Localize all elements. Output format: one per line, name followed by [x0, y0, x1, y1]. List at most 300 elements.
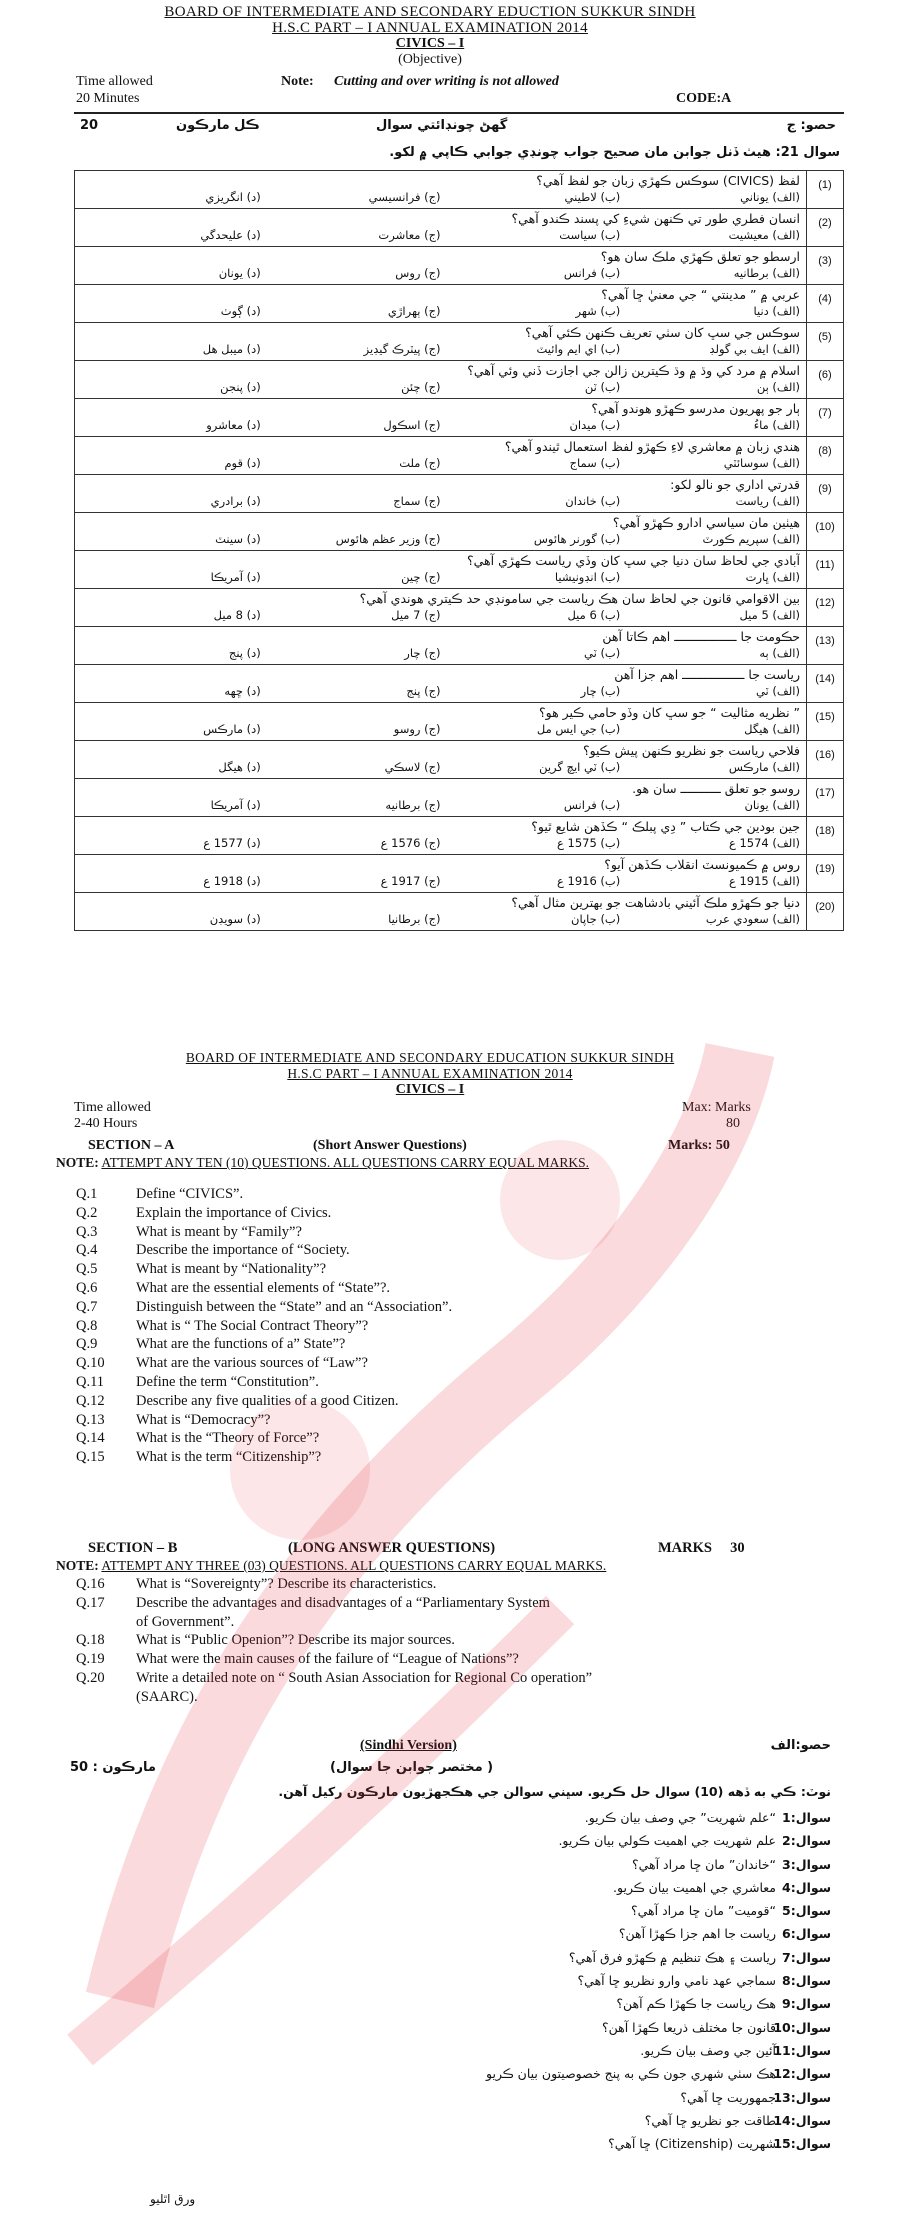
mcq-row [75, 171, 844, 209]
mcq-options [81, 228, 800, 243]
mcq-number: (3) [807, 247, 844, 285]
mcq-option-d: (د) سويڊن [209, 912, 261, 926]
sindhi-version-title: (Sindhi Version) [360, 1738, 457, 1753]
question-text: What were the main causes of the failure of “League of Nations”? [136, 1651, 519, 1668]
sindhi-question-row [211, 1810, 831, 1833]
mcq-option-c: (ج) پنج [406, 684, 441, 698]
mcq-row [75, 855, 844, 893]
sindhi-question-number: سوال:6 [782, 1926, 831, 1942]
mcq-option-b: (ب) خاندان [565, 494, 621, 508]
mcq-question-text: هندي زبان ۾ معاشري لاءِ ڪهڙو لفظ استعمال ٿيندو آهي؟ [504, 439, 800, 454]
question-row [76, 1412, 776, 1431]
question-text: of Government”. [136, 1613, 235, 1630]
mcq-option-c: (ج) ملت [399, 456, 441, 470]
mcq-row [75, 627, 844, 665]
mcq-option-c: (ج) وزير عظم هائوس [335, 532, 441, 546]
sindhi-question-text: شهريت (Citizenship) ڇا آهي؟ [608, 2136, 776, 2152]
mcq-question-text: دنيا جو ڪهڙو ملڪ آئيني بادشاهت جو بهترين مثال آهي؟ [511, 895, 800, 910]
mcq-question-text: جين بودين جي ڪتاب ” دِي پبلڪ “ ڪڏهن شايع ٿيو؟ [531, 819, 800, 834]
question-row [76, 1595, 816, 1614]
sindhi-subtitle: ( مختصر جوابن جا سوال) [330, 1760, 494, 1775]
question-number: Q.6 [76, 1279, 98, 1296]
sindhi-question-row [211, 1996, 831, 2019]
mcq-question-text: سوڪس جي سڀ کان سٺي تعريف ڪنهن ڪئي آهي؟ [525, 325, 800, 340]
mcq-options [81, 494, 800, 509]
section-b-marks: MARKS 30 [658, 1540, 745, 1556]
mcq-option-d: (د) ميبل هل [202, 342, 261, 356]
mcq-row [75, 513, 844, 551]
mcq-question-cell [75, 741, 807, 779]
objective-meta [76, 74, 796, 110]
mcq-question-cell [75, 475, 807, 513]
question-row [76, 1355, 776, 1374]
mcq-option-d: (د) هيگل [218, 760, 261, 774]
mcq-option-d: (د) 1577 ع [203, 836, 261, 850]
mcq-option-c: (ج) چار [404, 646, 441, 660]
mcq-option-a: (الف) ماءُ [753, 418, 800, 432]
sindhi-marks: مارڪون : 50 [70, 1760, 156, 1775]
sindhi-question-text: “علم شهريت” جي وصف بيان ڪريو. [584, 1810, 776, 1825]
mcq-number: (7) [807, 399, 844, 437]
question-text: Describe any five qualities of a good Citizen. [136, 1392, 399, 1409]
sindhi-question-row [211, 2020, 831, 2043]
sindhi-question-number: سوال:14 [773, 2112, 831, 2128]
question-number: Q.13 [76, 1411, 105, 1428]
sindhi-question-text: هڪ رياست جا ڪهڙا ڪم آهن؟ [616, 1996, 776, 2012]
mcq-option-d: (د) انگريزي [205, 190, 261, 204]
question-row [76, 1186, 776, 1205]
mcq-option-c: (ج) چين [401, 570, 441, 584]
mcq-number: (13) [807, 627, 844, 665]
question-row [76, 1670, 816, 1689]
mcq-question-text: انسان فطري طور تي ڪنهن شيءِ کي پسند ڪندو آهي؟ [511, 211, 800, 226]
mcq-option-d: (د) آمريڪا [210, 798, 261, 812]
mcq-question-cell [75, 817, 807, 855]
sindhi-question-row [211, 2090, 831, 2113]
mcq-number: (4) [807, 285, 844, 323]
mcq-option-c: (ج) برطانيه [385, 798, 441, 812]
mcq-option-b: (ب) 1916 ع [556, 874, 621, 888]
mcq-option-c: (ج) سماج [393, 494, 441, 508]
question-number: Q.3 [76, 1223, 98, 1240]
mcq-number: (17) [807, 779, 844, 817]
mcq-option-a: (الف) سوسائٽي [723, 456, 800, 470]
subject-title: CIVICS – I [395, 36, 465, 51]
mcq-options [81, 570, 800, 585]
question-number: Q.20 [76, 1669, 105, 1686]
mcq-number: (5) [807, 323, 844, 361]
question-text: What is the “Theory of Force”? [136, 1430, 320, 1447]
mcq-option-a: (الف) 1574 ع [728, 836, 800, 850]
mcq-question-text: روسو جو تعلق ـــــــــــ سان هو. [632, 781, 800, 796]
mcq-row [75, 361, 844, 399]
question-row [76, 1205, 776, 1224]
mcq-question-text: هيٺين مان سياسي ادارو ڪهڙو آهي؟ [612, 515, 800, 530]
mcq-number: (1) [807, 171, 844, 209]
mcq-option-a: (الف) برطانيه [733, 266, 800, 280]
question-text: Define “CIVICS”. [136, 1186, 244, 1202]
subject-title-2: CIVICS – I [395, 1082, 465, 1097]
question-text: Distinguish between the “State” and an “Association”. [136, 1298, 453, 1315]
question-text: What is “ The Social Contract Theory”? [136, 1317, 369, 1334]
question-text: What is “Democracy”? [136, 1411, 271, 1428]
mcq-option-b: (ب) سماج [569, 456, 621, 470]
section-title: گهڻ چونڊائتي سوال [376, 118, 508, 133]
mcq-options [81, 798, 800, 813]
mcq-option-a: (الف) ڀارت [745, 570, 800, 584]
mcq-row [75, 779, 844, 817]
question-number: Q.4 [76, 1242, 98, 1259]
sindhi-question-row [211, 2136, 831, 2159]
sindhi-note: نوٽ: ڪي به ڏهه (10) سوال حل ڪريو. سڀني سوالن جي هڪجهڙيون مارڪون رکيل آهن. [278, 1784, 831, 1799]
sindhi-question-number: سوال:8 [782, 1973, 831, 1989]
question-text: What is “Sovereignty”? Describe its characteristics. [136, 1576, 437, 1592]
mcq-question-text: رياست جا ـــــــــــــــــ اهم جزا آهن [614, 667, 800, 682]
mcq-option-c: (ج) ٻهراڙي [387, 304, 441, 318]
mcq-question-cell [75, 247, 807, 285]
mcq-question-cell [75, 361, 807, 399]
mcq-options [81, 190, 800, 205]
sindhi-question-row [211, 1950, 831, 1973]
question-row [76, 1242, 776, 1261]
mcq-row [75, 893, 844, 931]
question-row [76, 1576, 816, 1595]
mcq-option-a: (الف) 1915 ع [728, 874, 800, 888]
marks-label: ڪل مارڪون [176, 118, 260, 133]
section-b-note [56, 1558, 856, 1574]
question-row [76, 1393, 776, 1412]
mcq-option-a: (الف) دنيا [753, 304, 800, 318]
sindhi-question-text: قانون جا مختلف ذريعا ڪهڙا آهن؟ [601, 2019, 776, 2035]
mcq-question-text: حڪومت جا ـــــــــــــــــ اهم ڪاتا آهن [602, 629, 800, 644]
section-b-row [88, 1540, 788, 1558]
question-text: What are the functions of a” State”? [136, 1336, 346, 1353]
mcq-number: (19) [807, 855, 844, 893]
sindhi-question-text: “خاندان” مان ڇا مراد آهي؟ [631, 1856, 776, 1872]
mcq-option-c: (ج) روسو [393, 722, 441, 736]
mcq-question-text: اسلام ۾ مرد کي وڌ ۾ وڌ ڪيترين زالن جي اجازت ڏني وئي آهي؟ [467, 363, 800, 378]
exam-title-2: H.S.C PART – I ANNUAL EXAMINATION 2014 [287, 1066, 573, 1081]
mcq-option-d: (د) ڳوٺ [220, 304, 261, 318]
time-value: 20 Minutes [76, 91, 140, 106]
mcq-option-b: (ب) جاپان [571, 912, 621, 926]
question-row [76, 1336, 776, 1355]
time-label: Time allowed [76, 74, 153, 89]
note-text: Cutting and over writing is not allowed [334, 74, 559, 89]
mcq-question-cell [75, 855, 807, 893]
objective-instruction: سوال 21: هيٺ ڏنل جوابن مان صحيح جواب چونڊي جوابي ڪاپي ۾ لکو. [389, 145, 840, 160]
question-number: Q.10 [76, 1355, 105, 1372]
mcq-option-d: (د) يونان [218, 266, 261, 280]
mcq-row [75, 323, 844, 361]
mcq-option-b: (ب) 6 ميل [567, 608, 621, 622]
mcq-option-a: (الف) مارڪس [728, 760, 800, 774]
section-b-note-text: ATTEMPT ANY THREE (03) QUESTIONS. ALL QUESTIONS CARRY EQUAL MARKS. [101, 1558, 607, 1573]
mcq-question-cell [75, 323, 807, 361]
mcq-number: (20) [807, 893, 844, 931]
mcq-option-b: (ب) فرانس [563, 798, 621, 812]
mcq-options [81, 836, 800, 851]
mcq-option-b: (ب) ٽن [584, 380, 621, 394]
mcq-option-c: (ج) روس [395, 266, 441, 280]
mcq-option-a: (الف) رياست [735, 494, 800, 508]
question-number: Q.11 [76, 1373, 105, 1390]
short-questions-list [76, 1186, 776, 1468]
mcq-option-d: (د) 1918 ع [203, 874, 261, 888]
board-title-2: BOARD OF INTERMEDIATE AND SECONDARY EDUCATION SUKKUR SINDH [185, 1050, 675, 1065]
question-row [76, 1651, 816, 1670]
mcq-number: (16) [807, 741, 844, 779]
mcq-row [75, 817, 844, 855]
section-label: حصو: ج [786, 118, 836, 133]
mcq-row [75, 247, 844, 285]
mcq-option-a: (الف) 5 ميل [739, 608, 800, 622]
question-row [76, 1224, 776, 1243]
question-text: What is “Public Openion”? Describe its major sources. [136, 1632, 455, 1649]
mcq-question-text: فلاحي رياست جو نظريو ڪنهن پيش ڪيو؟ [582, 743, 800, 758]
mcq-row [75, 285, 844, 323]
mcq-option-d: (د) پنج [228, 646, 261, 660]
mcq-option-b: (ب) انڊونيشيا [554, 570, 621, 584]
sindhi-question-number: سوال:2 [782, 1833, 831, 1849]
mcq-number: (18) [807, 817, 844, 855]
sindhi-question-number: سوال:13 [773, 2089, 831, 2105]
sindhi-question-number: سوال:10 [773, 2019, 831, 2035]
mcq-option-b: (ب) ٽي [584, 646, 621, 660]
question-number: Q.8 [76, 1317, 98, 1334]
mcq-question-cell [75, 513, 807, 551]
mcq-question-cell [75, 551, 807, 589]
sindhi-question-row [211, 1926, 831, 1949]
mcq-option-d: (د) 8 ميل [213, 608, 261, 622]
header-rule [74, 112, 844, 114]
mcq-row [75, 209, 844, 247]
mcq-question-cell [75, 665, 807, 703]
question-text: What are the various sources of “Law”? [136, 1355, 368, 1372]
mcq-options [81, 912, 800, 927]
mcq-question-cell [75, 893, 807, 931]
question-row [76, 1280, 776, 1299]
mcq-option-a: (الف) ٻن [756, 380, 800, 394]
question-number: Q.12 [76, 1392, 105, 1409]
question-text: Describe the advantages and disadvantages of a “Parliamentary System [136, 1594, 550, 1611]
mcq-question-text: لفظ (CIVICS) سوڪس ڪهڙي زبان جو لفظ آهي؟ [536, 173, 800, 188]
mcq-row [75, 741, 844, 779]
question-text: Explain the importance of Civics. [136, 1204, 332, 1221]
sindhi-question-number: سوال:7 [782, 1949, 831, 1965]
section-a-marks: Marks: 50 [668, 1138, 730, 1153]
section-a-title: (Short Answer Questions) [313, 1138, 467, 1153]
question-number: Q.18 [76, 1632, 105, 1649]
section-a-note-text: ATTEMPT ANY TEN (10) QUESTIONS. ALL QUESTIONS CARRY EQUAL MARKS. [101, 1155, 590, 1170]
mcq-question-cell [75, 703, 807, 741]
question-number: Q.7 [76, 1298, 98, 1315]
mcq-row [75, 665, 844, 703]
mcq-options [81, 874, 800, 889]
mcq-row [75, 437, 844, 475]
sindhi-question-number: سوال:5 [782, 1903, 831, 1919]
long-questions-list [76, 1576, 816, 1708]
mcq-question-cell [75, 627, 807, 665]
sindhi-question-text: آئين جي وصف بيان ڪريو. [640, 2042, 776, 2058]
mcq-option-a: (الف) ٻه [759, 646, 800, 660]
mcq-option-c: (ج) فرانسيسي [368, 190, 441, 204]
mcq-options [81, 722, 800, 737]
mcq-option-b: (ب) سياست [559, 228, 621, 242]
mcq-option-b: (ب) ٽي ايچ گرين [539, 760, 621, 774]
question-number: Q.19 [76, 1651, 105, 1668]
sindhi-question-number: سوال:12 [773, 2066, 831, 2082]
mcq-option-b: (ب) چار [580, 684, 621, 698]
note-label: Note: [281, 74, 314, 89]
question-text: What are the essential elements of “State”?. [136, 1279, 391, 1296]
sindhi-section: حصو:الف [770, 1738, 831, 1753]
question-text: What is meant by “Family”? [136, 1223, 302, 1240]
mcq-number: (15) [807, 703, 844, 741]
mcq-option-b: (ب) لاطيني [564, 190, 621, 204]
question-row [76, 1689, 816, 1708]
sindhi-question-number: سوال:4 [782, 1879, 831, 1895]
section-a-note-label: NOTE: [56, 1155, 99, 1170]
objective-section-row [76, 118, 844, 142]
mcq-question-text: روس ۾ ڪميونسٽ انقلاب ڪڏهن آيو؟ [604, 857, 800, 872]
mcq-question-cell [75, 779, 807, 817]
mcq-options [81, 418, 800, 433]
mcq-number: (12) [807, 589, 844, 627]
exam-title: H.S.C PART – I ANNUAL EXAMINATION 2014 [272, 20, 588, 36]
mcq-option-d: (د) برادري [210, 494, 261, 508]
sindhi-question-row [211, 1880, 831, 1903]
question-row [76, 1318, 776, 1337]
section-a-note [56, 1155, 836, 1171]
question-number: Q.5 [76, 1261, 98, 1278]
mcq-question-text: عربي ۾ ” مدينتي “ جي معنيٰ ڇا آهي؟ [601, 287, 800, 302]
sindhi-question-row [211, 1857, 831, 1880]
paper-type: (Objective) [398, 52, 462, 67]
mcq-option-d: (د) آمريڪا [210, 570, 261, 584]
sindhi-question-text: رياست جا اهم جزا ڪهڙا آهن؟ [618, 1926, 776, 1942]
subjective-meta [74, 1100, 794, 1136]
sindhi-question-number: سوال:9 [782, 1996, 831, 2012]
question-number: Q.15 [76, 1449, 105, 1466]
question-text: What is the term “Citizenship”? [136, 1449, 322, 1466]
mcq-option-d: (د) عليحدگي [200, 228, 261, 242]
section-b-title: (LONG ANSWER QUESTIONS) [288, 1540, 496, 1556]
question-row [76, 1632, 816, 1651]
mcq-question-text: ارسطو جو تعلق ڪهڙي ملڪ سان هو؟ [600, 249, 800, 264]
paper-code: CODE:A [676, 91, 732, 106]
mcq-option-c: (ج) 7 ميل [391, 608, 441, 622]
mcq-question-text: آبادي جي لحاظ سان دنيا جي سڀ کان وڏي رياست ڪهڙي آهي؟ [466, 553, 800, 568]
mcq-option-c: (ج) 1576 ع [380, 836, 441, 850]
mcq-option-c: (ج) اسڪول [383, 418, 441, 432]
mcq-question-text: ٻار جو پهريون مدرسو ڪهڙو هوندو آهي؟ [591, 401, 800, 416]
subjective-header [60, 1050, 800, 1098]
sindhi-question-text: “قوميت” مان ڇا مراد آهي؟ [631, 1903, 776, 1919]
sindhi-question-row [211, 1973, 831, 1996]
mcq-option-b: (ب) ميدان [569, 418, 621, 432]
mcq-row [75, 399, 844, 437]
mcq-question-cell [75, 399, 807, 437]
mcq-options [81, 684, 800, 699]
mcq-options [81, 760, 800, 775]
mcq-option-b: (ب) شهر [575, 304, 621, 318]
sindhi-question-row [211, 1833, 831, 1856]
mcq-option-a: (الف) سعودي عرب [705, 912, 800, 926]
sindhi-question-number: سوال:3 [782, 1856, 831, 1872]
mcq-option-c: (ج) معاشرت [378, 228, 441, 242]
mcq-option-b: (ب) گورنر هائوس [533, 532, 621, 546]
question-row [76, 1299, 776, 1318]
max-marks-value: 80 [726, 1116, 740, 1131]
question-row [76, 1430, 776, 1449]
sindhi-question-text: سماجي عهد نامي وارو نظريو ڇا آهي؟ [577, 1973, 776, 1989]
mcq-option-a: (الف) هيگل [744, 722, 800, 736]
mcq-option-d: (د) قوم [224, 456, 261, 470]
mcq-row [75, 703, 844, 741]
mcq-option-b: (ب) اي ايم وائيٽ [536, 342, 621, 356]
mcq-question-text: قدرتي اداري جو نالو لکو: [670, 477, 800, 492]
sindhi-question-row [211, 2066, 831, 2089]
sindhi-question-number: سوال:1 [782, 1810, 831, 1825]
mcq-number: (11) [807, 551, 844, 589]
mcq-question-cell [75, 285, 807, 323]
question-number: Q.1 [76, 1186, 98, 1202]
max-marks-label: Max: Marks [682, 1100, 751, 1115]
sindhi-question-text: معاشري جي اهميت بيان ڪريو. [613, 1879, 776, 1895]
section-a-label: SECTION – A [88, 1138, 175, 1153]
time-value-2: 2-40 Hours [74, 1116, 138, 1131]
sindhi-question-number: سوال:11 [773, 2042, 831, 2058]
section-a-row [88, 1138, 788, 1156]
mcq-number: (10) [807, 513, 844, 551]
question-row [76, 1374, 776, 1393]
sindhi-footer: ورق اٿليو [150, 2192, 196, 2206]
sindhi-question-text: جمهوريت ڇا آهي؟ [680, 2089, 776, 2105]
sindhi-question-text: رياست ۽ هڪ تنظيم ۾ ڪهڙو فرق آهي؟ [568, 1949, 776, 1965]
question-text: (SAARC). [136, 1688, 198, 1705]
mcq-question-text: بين الاقوامي قانون جي لحاظ سان هڪ رياست جي سامونڊي حد ڪيتري هوندي آهي؟ [359, 591, 800, 606]
mcq-row [75, 475, 844, 513]
mcq-option-c: (ج) پيٽرڪ گيڊيز [363, 342, 441, 356]
marks-value: 20 [80, 118, 99, 133]
question-number: Q.9 [76, 1336, 98, 1353]
mcq-option-a: (الف) يونان [744, 798, 800, 812]
question-number: Q.16 [76, 1576, 105, 1592]
mcq-option-b: (ب) جي ايس مل [536, 722, 621, 736]
mcq-option-a: (الف) يوناني [740, 190, 800, 204]
mcq-option-d: (د) مارڪس [203, 722, 261, 736]
sindhi-question-text: طاقت جو نظريو ڇا آهي؟ [644, 2112, 776, 2128]
mcq-option-c: (ج) لاسڪي [384, 760, 441, 774]
mcq-option-b: (ب) فرانس [563, 266, 621, 280]
mcq-number: (2) [807, 209, 844, 247]
objective-header [60, 4, 800, 67]
sindhi-question-row [211, 1903, 831, 1926]
mcq-option-a: (الف) ايف بي گولڊ [709, 342, 800, 356]
mcq-option-c: (ج) چئن [401, 380, 441, 394]
question-number: Q.17 [76, 1594, 105, 1611]
mcq-option-c: (ج) 1917 ع [380, 874, 441, 888]
question-number: Q.14 [76, 1430, 105, 1447]
mcq-option-a: (الف) سپريم ڪورٽ [702, 532, 800, 546]
mcq-option-d: (د) ڇهه [224, 684, 261, 698]
question-text: What is meant by “Nationality”? [136, 1261, 327, 1278]
sindhi-question-text: علم شهريت جي اهميت ڪولي بيان ڪريو. [558, 1833, 776, 1849]
sindhi-question-number: سوال:15 [773, 2136, 831, 2152]
sindhi-question-text: هڪ سٺي شهري جون ڪي به پنج خصوصيتون بيان ڪريو [486, 2066, 776, 2082]
mcq-option-d: (د) پنجن [220, 380, 261, 394]
